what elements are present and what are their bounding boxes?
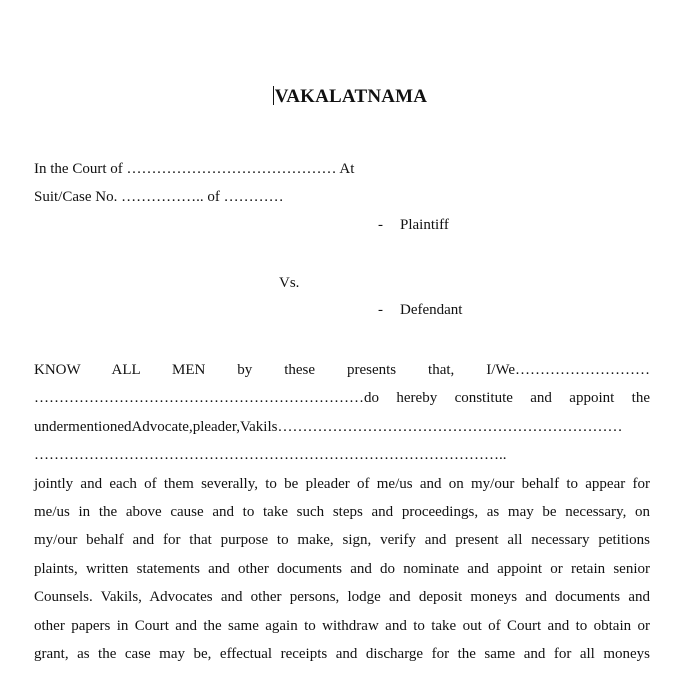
- title-text: VAKALATNAMA: [274, 86, 428, 107]
- paragraph-line: me/us in the above cause and to take such steps and proceedings, as may be necessary, on: [34, 504, 650, 521]
- suit-case-line: Suit/Case No. …………….. of …………: [34, 189, 284, 205]
- paragraph-line: jointly and each of them severally, to be pleader of me/us and on my/our behalf to appear for: [34, 475, 650, 492]
- paragraph-line: grant, as the case may be, effectual receipts and discharge for the same and for all moneys: [34, 646, 650, 663]
- plaintiff-label: Plaintiff: [400, 217, 449, 233]
- paragraph-line: plaints, written statements and other documents and do nominate and appoint or retain senior: [34, 560, 650, 577]
- defendant-label: Defendant: [400, 302, 463, 318]
- authority-paragraph: [34, 470, 650, 669]
- blank-fill-line: …………………………………………………………………………………..: [34, 447, 507, 464]
- advocates-line: undermentionedAdvocate,pleader,Vakils……………………………………………………………: [34, 418, 623, 435]
- paragraph-line: other papers in Court and the same again to withdraw and to take out of Court and to obtain or: [34, 617, 650, 634]
- plaintiff-line: [378, 217, 449, 234]
- document-title: [0, 86, 700, 108]
- text-cursor: [273, 86, 274, 105]
- court-line: In the Court of …………………………………… At: [34, 161, 355, 177]
- defendant-dash: -: [378, 302, 383, 318]
- paragraph-line: Counsels. Vakils, Advocates and other persons, lodge and deposit moneys and documents and: [34, 589, 650, 606]
- plaintiff-dash: -: [378, 217, 383, 233]
- know-all-men-line: KNOW ALL MEN by these presents that, I/We………………………: [34, 362, 650, 378]
- body-text: [34, 356, 650, 663]
- paragraph-line: my/our behalf and for that purpose to make, sign, verify and present all necessary petitions: [34, 532, 650, 549]
- versus-label: Vs.: [279, 275, 300, 291]
- defendant-line: [378, 302, 462, 319]
- appoint-line: …………………………………………………………do hereby constitute and appoint the: [34, 390, 650, 407]
